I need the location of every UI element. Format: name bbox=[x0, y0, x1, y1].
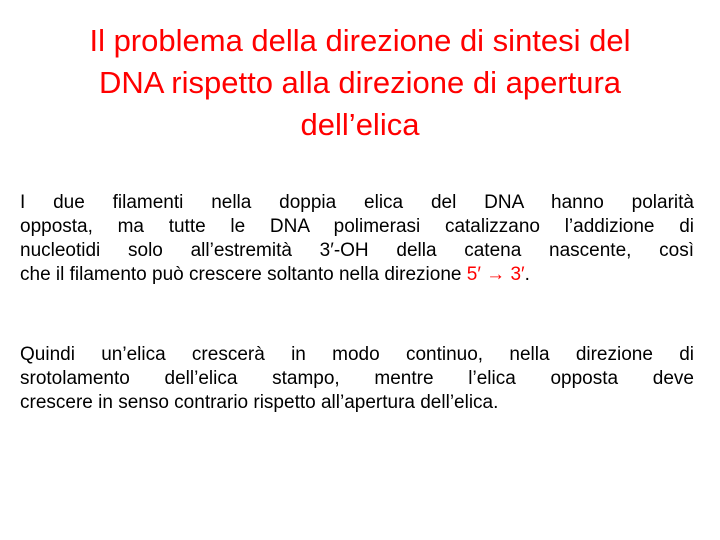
paragraph-polarity bbox=[20, 191, 694, 287]
paragraph-1-line-2: opposta, ma tutte le DNA polimerasi catalizzano l’addizione di bbox=[20, 216, 694, 237]
paragraph-1-line-1: I due filamenti nella doppia elica del DNA hanno polarità bbox=[20, 192, 694, 213]
title-line-3: dell’elica bbox=[300, 107, 420, 142]
slide-title bbox=[20, 20, 700, 146]
title-line-2: DNA rispetto alla direzione di apertura bbox=[98, 65, 622, 100]
paragraph-1-line-4-text: che il filamento può crescere soltanto nella direzione bbox=[20, 264, 467, 285]
direction-highlight: 5′ → 3′ bbox=[466, 264, 525, 285]
paragraph-2-line-3: crescere in senso contrario rispetto all’apertura dell’elica. bbox=[20, 392, 499, 413]
paragraph-growth bbox=[20, 343, 694, 415]
paragraph-1-line-4-end: . bbox=[524, 264, 530, 285]
paragraph-1-line-4 bbox=[20, 263, 694, 287]
title-line-1: Il problema della direzione di sintesi del bbox=[89, 23, 631, 58]
paragraph-2-line-2: srotolamento dell’elica stampo, mentre l’elica opposta deve bbox=[20, 368, 694, 389]
paragraph-1-line-3: nucleotidi solo all’estremità 3′-OH della catena nascente, così bbox=[20, 240, 694, 261]
paragraph-2-line-1: Quindi un’elica crescerà in modo continuo, nella direzione di bbox=[20, 344, 694, 365]
